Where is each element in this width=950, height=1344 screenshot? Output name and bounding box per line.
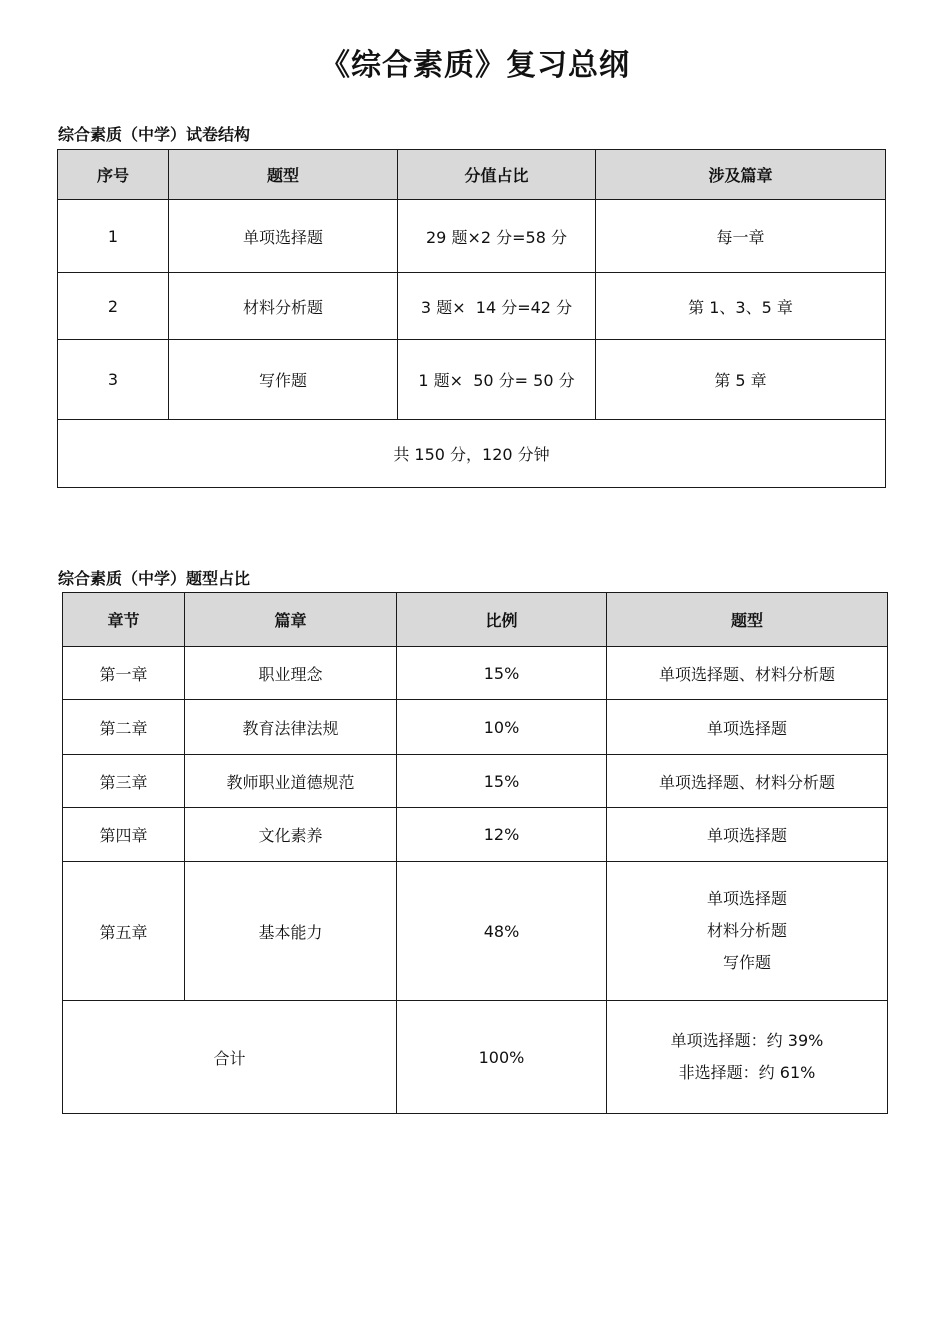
header-cell: 分值占比 — [398, 150, 596, 200]
table-cell: 单项选择题 — [607, 808, 888, 862]
table-cell: 每一章 — [596, 200, 886, 273]
table-cell: 15% — [397, 647, 607, 700]
type-line: 非选择题：约 61% — [678, 1063, 816, 1082]
total-types-cell — [607, 1001, 888, 1114]
table-cell: 单项选择题 — [607, 700, 888, 755]
table-cell: 第五章 — [63, 862, 185, 1001]
table-cell: 29 题×2 分=58 分 — [398, 200, 596, 273]
header-cell: 题型 — [169, 150, 398, 200]
table-cell: 1 题× 50 分= 50 分 — [398, 340, 596, 420]
table-row — [58, 273, 886, 340]
table-row — [63, 755, 888, 808]
table-row — [63, 647, 888, 700]
header-cell: 比例 — [397, 593, 607, 647]
table-cell: 基本能力 — [185, 862, 397, 1001]
table-cell: 教师职业道德规范 — [185, 755, 397, 808]
table-header-row — [58, 150, 886, 200]
table-cell: 第 1、3、5 章 — [596, 273, 886, 340]
table-cell: 职业理念 — [185, 647, 397, 700]
table-cell: 第 5 章 — [596, 340, 886, 420]
table-row — [63, 862, 888, 1001]
total-ratio-cell: 100% — [397, 1001, 607, 1114]
table-row — [58, 340, 886, 420]
table-cell: 3 题× 14 分=42 分 — [398, 273, 596, 340]
structure-section-title: 综合素质（中学）试卷结构 — [58, 125, 251, 144]
type-line: 单项选择题：约 39% — [670, 1031, 824, 1050]
table-cell — [607, 862, 888, 1001]
table-cell: 15% — [397, 755, 607, 808]
table-cell: 文化素养 — [185, 808, 397, 862]
total-label-cell: 合计 — [63, 1001, 397, 1114]
page-title: 《综合素质》复习总纲 — [320, 48, 630, 83]
table-cell: 写作题 — [169, 340, 398, 420]
table-cell: 10% — [397, 700, 607, 755]
table-cell: 12% — [397, 808, 607, 862]
header-cell: 序号 — [58, 150, 169, 200]
table-cell: 单项选择题 — [169, 200, 398, 273]
header-cell: 题型 — [607, 593, 888, 647]
table-row — [63, 700, 888, 755]
table-cell: 48% — [397, 862, 607, 1001]
type-line: 单项选择题 — [706, 889, 787, 908]
table-cell: 第三章 — [63, 755, 185, 808]
table-cell: 第二章 — [63, 700, 185, 755]
table-cell: 教育法律法规 — [185, 700, 397, 755]
total-score-cell: 共 150 分，120 分钟 — [58, 420, 886, 488]
table-row — [58, 200, 886, 273]
table-cell: 第四章 — [63, 808, 185, 862]
table-header-row — [63, 593, 888, 647]
table-cell: 材料分析题 — [169, 273, 398, 340]
table-cell: 单项选择题、材料分析题 — [607, 755, 888, 808]
header-cell: 章节 — [63, 593, 185, 647]
table-cell: 1 — [58, 200, 169, 273]
type-line: 材料分析题 — [706, 921, 787, 940]
table-footer-row — [58, 420, 886, 488]
table-cell: 单项选择题、材料分析题 — [607, 647, 888, 700]
header-cell: 涉及篇章 — [596, 150, 886, 200]
type-line: 写作题 — [722, 953, 771, 972]
table-total-row — [63, 1001, 888, 1114]
question-ratio-table — [62, 592, 888, 1114]
table-cell: 第一章 — [63, 647, 185, 700]
header-cell: 篇章 — [185, 593, 397, 647]
table-cell: 3 — [58, 340, 169, 420]
ratio-section-title: 综合素质（中学）题型占比 — [58, 569, 251, 588]
table-cell: 2 — [58, 273, 169, 340]
exam-structure-table — [57, 149, 886, 488]
table-row — [63, 808, 888, 862]
